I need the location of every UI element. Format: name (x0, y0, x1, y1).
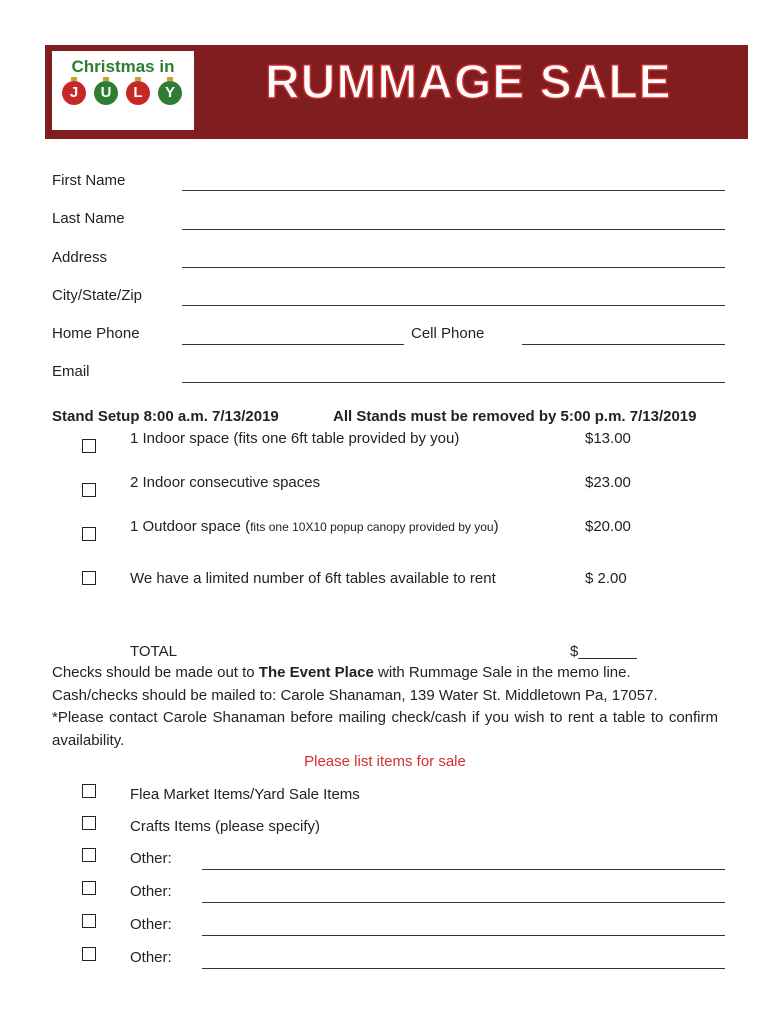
ornament-l-icon: L (126, 81, 150, 105)
item-1-checkbox[interactable] (82, 784, 96, 798)
instructions-text: Checks should be made out to (52, 664, 259, 681)
total-value: $_______ (570, 643, 637, 660)
setup-time: Stand Setup 8:00 a.m. 7/13/2019 (52, 408, 279, 425)
first-name-label: First Name (52, 172, 126, 189)
item-4-checkbox[interactable] (82, 881, 96, 895)
item-6-field[interactable] (202, 967, 725, 969)
item-5-label: Other: (130, 916, 172, 933)
item-6-label: Other: (130, 949, 172, 966)
option-2-price: $23.00 (585, 474, 631, 491)
option-3-suffix: ) (493, 518, 499, 535)
last-name-field[interactable] (182, 228, 725, 230)
option-1-checkbox[interactable] (82, 439, 96, 453)
item-2-label: Crafts Items (please specify) (130, 818, 321, 835)
item-2-checkbox[interactable] (82, 816, 96, 830)
option-1-price: $13.00 (585, 430, 631, 447)
cell-phone-field[interactable] (522, 343, 725, 345)
item-3-label: Other: (130, 850, 172, 867)
instructions-text-end: with Rummage Sale in the memo line. (373, 664, 631, 681)
option-3-checkbox[interactable] (82, 527, 96, 541)
option-4-label: We have a limited number of 6ft tables available to rent (130, 570, 496, 587)
cell-phone-label: Cell Phone (411, 325, 485, 342)
option-3-price: $20.00 (585, 518, 631, 535)
option-2-label: 2 Indoor consecutive spaces (130, 474, 321, 491)
removal-time: All Stands must be removed by 5:00 p.m. 7/13/2019 (333, 408, 697, 425)
instructions (52, 662, 718, 752)
total-label: TOTAL (130, 643, 177, 660)
item-4-label: Other: (130, 883, 172, 900)
item-6-checkbox[interactable] (82, 947, 96, 961)
option-3-text: 1 Outdoor space ( (130, 518, 251, 535)
item-4-field[interactable] (202, 901, 725, 903)
instructions-line-3: *Please contact Carole Shanaman before mailing check/cash if you wish to rent a table to confirm availability. (52, 709, 718, 749)
option-4-checkbox[interactable] (82, 571, 96, 585)
item-5-field[interactable] (202, 934, 725, 936)
ornament-y-icon: Y (158, 81, 182, 105)
address-label: Address (52, 249, 108, 266)
item-3-checkbox[interactable] (82, 848, 96, 862)
instructions-line-1 (52, 662, 718, 685)
option-3-note: fits one 10X10 popup canopy provided by you (250, 520, 494, 534)
christmas-in-july-logo (52, 51, 194, 130)
instructions-line-2: Cash/checks should be mailed to: Carole Shanaman, 139 Water St. Middletown Pa, 17057. (52, 686, 658, 704)
items-heading: Please list items for sale (304, 753, 466, 770)
home-phone-field[interactable] (182, 343, 404, 345)
page-title: RUMMAGE SALE (265, 56, 672, 109)
option-4-price: $ 2.00 (585, 570, 627, 587)
first-name-field[interactable] (182, 189, 725, 191)
option-3-label (130, 518, 499, 535)
last-name-label: Last Name (52, 210, 125, 227)
option-2-checkbox[interactable] (82, 483, 96, 497)
email-label: Email (52, 363, 90, 380)
city-state-zip-label: City/State/Zip (52, 287, 143, 304)
item-3-field[interactable] (202, 868, 725, 870)
item-1-label: Flea Market Items/Yard Sale Items (130, 786, 360, 803)
home-phone-label: Home Phone (52, 325, 140, 342)
option-1-label: 1 Indoor space (fits one 6ft table provided by you) (130, 430, 460, 447)
email-field[interactable] (182, 381, 725, 383)
payee-name: The Event Place (258, 664, 374, 681)
ornament-u-icon: U (94, 81, 118, 105)
address-field[interactable] (182, 266, 725, 268)
item-5-checkbox[interactable] (82, 914, 96, 928)
logo-text: Christmas in (71, 57, 175, 76)
city-state-zip-field[interactable] (182, 304, 725, 306)
ornament-j-icon: J (62, 81, 86, 105)
